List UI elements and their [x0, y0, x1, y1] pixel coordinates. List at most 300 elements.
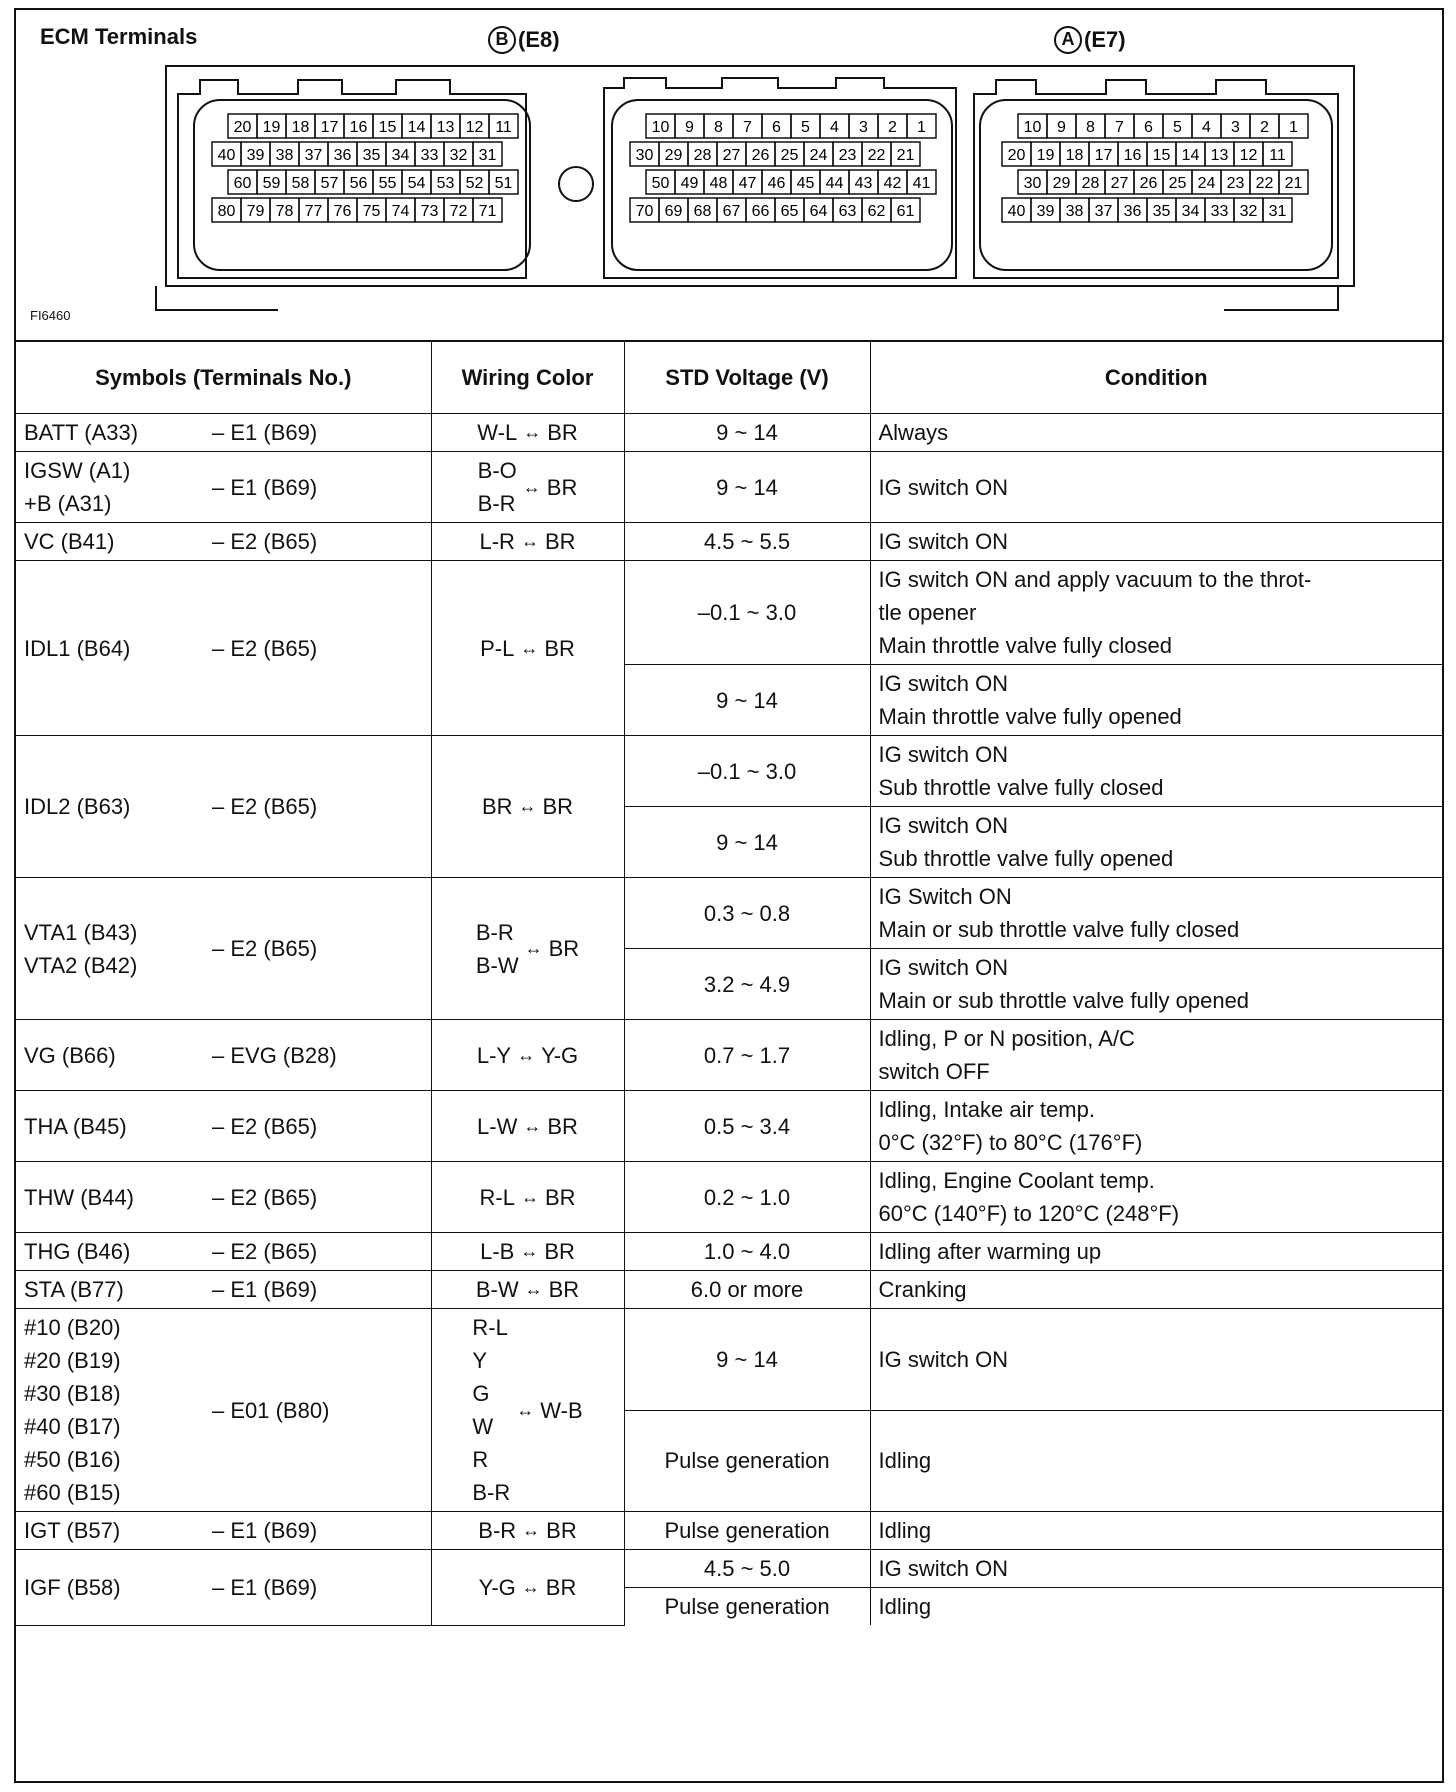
connector-drawing — [16, 10, 1442, 340]
connector-a-pin-number: 21 — [1284, 175, 1303, 192]
document-page — [14, 8, 1444, 1783]
condition-cell — [870, 736, 1442, 807]
terminal-symbol: VTA1 (B43) — [24, 919, 138, 945]
connector-b-right-pin-number: 47 — [738, 175, 757, 192]
condition-cell — [870, 414, 1442, 452]
condition-line: IG switch ON and apply vacuum to the throt- — [878, 567, 1312, 592]
connector-b-left-pin-number: 54 — [407, 175, 426, 192]
terminal-symbol: #10 (B20) — [24, 1315, 121, 1340]
connector-a-pin-number: 27 — [1110, 175, 1129, 192]
symbols-cell — [16, 878, 431, 1020]
wiring-color-cell — [431, 1309, 624, 1512]
std-voltage-cell: 9 ~ 14 — [624, 452, 870, 523]
table-row — [16, 1020, 1442, 1091]
wiring-color-cell — [431, 878, 624, 1020]
connector-b-left-pin-number: 71 — [478, 203, 497, 220]
condition-line: tle opener — [878, 600, 977, 625]
connector-b-right-pin-number: 26 — [751, 147, 770, 164]
condition-cell — [870, 1233, 1442, 1271]
connector-b-right-pin-number: 41 — [912, 175, 931, 192]
condition-cell — [870, 1162, 1442, 1233]
std-voltage-cell: Pulse generation — [624, 1410, 870, 1512]
table-row — [16, 1091, 1442, 1162]
symbols-cell — [16, 1309, 431, 1512]
std-voltage-cell: Pulse generation — [624, 1588, 870, 1626]
wire-color: G — [472, 1381, 490, 1406]
wire-color: B-W — [475, 1277, 519, 1302]
connector-a-pin-number: 14 — [1181, 147, 1200, 164]
connector-b-right-pin-number: 22 — [867, 147, 886, 164]
connector-b-left-pin-number: 13 — [436, 119, 455, 136]
std-voltage-cell: –0.1 ~ 3.0 — [624, 561, 870, 665]
figure-id: FI6460 — [30, 308, 71, 323]
wire-color: BR — [481, 794, 513, 819]
table-row — [16, 414, 1442, 452]
condition-line: Main or sub throttle valve fully closed — [878, 917, 1240, 942]
condition-line: IG Switch ON — [878, 884, 1012, 909]
terminal-symbol: #20 (B19) — [24, 1348, 121, 1373]
std-voltage-cell: 0.5 ~ 3.4 — [624, 1091, 870, 1162]
condition-line: Idling, Engine Coolant temp. — [878, 1168, 1155, 1193]
connector-a-pin-number: 25 — [1168, 175, 1187, 192]
connector-b-left-pin-number: 51 — [494, 175, 513, 192]
symbols-cell — [16, 1020, 431, 1091]
ecm-terminal-diagram — [16, 10, 1442, 342]
connector-a-pin-number: 37 — [1094, 203, 1113, 220]
connector-b-right-pin-number: 66 — [751, 203, 770, 220]
connector-a-pin-number: 12 — [1239, 147, 1258, 164]
connector-b-left-pin-number: 19 — [262, 119, 281, 136]
connector-b-left-pin-number: 76 — [333, 203, 352, 220]
table-row — [16, 736, 1442, 807]
wire-color: R — [472, 1447, 489, 1472]
wire-color-ground: BR — [548, 1277, 580, 1302]
condition-line: IG switch ON — [878, 813, 1009, 838]
std-voltage-cell: –0.1 ~ 3.0 — [624, 736, 870, 807]
condition-line: Idling — [878, 1594, 932, 1619]
connector-b-right-pin-number: 70 — [635, 203, 654, 220]
connector-a-pin-number: 9 — [1057, 119, 1066, 136]
connector-b-left-pin-number: 31 — [478, 147, 497, 164]
connector-a-pin-number: 23 — [1226, 175, 1245, 192]
connector-b-right-pin-number: 48 — [709, 175, 728, 192]
connector-b-right-pin-number: 42 — [883, 175, 902, 192]
connector-b-left-pin-number: 55 — [378, 175, 397, 192]
condition-line: Sub throttle valve fully closed — [878, 775, 1164, 800]
symbols-cell — [16, 523, 431, 561]
wire-color: B-R — [478, 1518, 517, 1543]
connector-a-pin-number: 8 — [1086, 119, 1095, 136]
connector-b-left-pin-number: 75 — [362, 203, 381, 220]
wire-color: L-B — [480, 1239, 515, 1264]
terminal-symbol: VG (B66) — [24, 1042, 116, 1068]
condition-cell — [870, 1309, 1442, 1411]
connector-a-pin-number: 29 — [1052, 175, 1071, 192]
symbols-cell — [16, 1162, 431, 1233]
connector-a-code: (E7) — [1084, 27, 1126, 52]
connector-a-pin-number: 31 — [1268, 203, 1287, 220]
condition-line: Always — [878, 420, 949, 445]
wire-color: L-R — [479, 529, 515, 554]
connector-b-right-pin-number: 24 — [809, 147, 828, 164]
symbols-cell — [16, 561, 431, 736]
wire-color-ground: BR — [544, 529, 576, 554]
condition-cell — [870, 1020, 1442, 1091]
symbols-cell — [16, 1091, 431, 1162]
wiring-color-cell — [431, 1020, 624, 1091]
connector-a-pin-number: 39 — [1036, 203, 1055, 220]
condition-line: Main throttle valve fully closed — [878, 633, 1172, 658]
double-arrow-icon: ↔ — [523, 1115, 542, 1136]
wiring-color-cell — [431, 1512, 624, 1550]
terminal-symbol: IGSW (A1) — [24, 458, 131, 483]
std-voltage-cell: 0.7 ~ 1.7 — [624, 1020, 870, 1091]
connector-b-right-pin-number: 43 — [854, 175, 873, 192]
connector-b-right-pin-number: 46 — [767, 175, 786, 192]
table-row — [16, 1271, 1442, 1309]
ground-terminal: – EVG (B28) — [212, 1042, 337, 1068]
connector-b-left-pin-number: 73 — [420, 203, 439, 220]
wiring-color-cell — [431, 523, 624, 561]
connector-b-right-pin-number: 61 — [896, 203, 915, 220]
connector-a-pin-number: 19 — [1036, 147, 1055, 164]
condition-cell — [870, 1271, 1442, 1309]
condition-line: Cranking — [878, 1277, 967, 1302]
terminal-symbol: THW (B44) — [24, 1184, 134, 1210]
wire-color: L-W — [477, 1113, 518, 1139]
terminal-symbol: STA (B77) — [24, 1277, 124, 1302]
double-arrow-icon: ↔ — [522, 1520, 541, 1540]
table-row — [16, 1512, 1442, 1550]
connector-b-left-pin-number: 37 — [304, 147, 323, 164]
wire-color-ground: BR — [544, 1239, 575, 1264]
connector-b-left-pin-number: 34 — [391, 147, 410, 164]
connector-b-left-pin-number: 58 — [291, 175, 310, 192]
std-voltage-cell: 0.2 ~ 1.0 — [624, 1162, 870, 1233]
table-row — [16, 1550, 1442, 1588]
double-arrow-icon: ↔ — [523, 422, 542, 442]
connector-a-pin-number: 15 — [1152, 147, 1171, 164]
ground-terminal: – E2 (B65) — [212, 794, 318, 819]
connector-b-right-pin-number: 50 — [651, 175, 670, 192]
condition-cell — [870, 523, 1442, 561]
condition-cell — [870, 878, 1442, 949]
connector-b-right-pin-number: 29 — [664, 147, 683, 164]
connector-b-left-pin-number: 11 — [495, 119, 512, 136]
terminal-symbol: IGT (B57) — [24, 1518, 121, 1543]
connector-b-right-pin-number: 4 — [830, 119, 839, 136]
connector-b-left-pin-number: 35 — [362, 147, 381, 164]
wire-color: Y — [472, 1348, 488, 1373]
condition-cell — [870, 1512, 1442, 1550]
symbols-cell — [16, 1512, 431, 1550]
connector-b-left-pin-number: 53 — [436, 175, 455, 192]
connector-a-pin-number: 13 — [1210, 147, 1229, 164]
terminal-symbol: #50 (B16) — [24, 1447, 121, 1472]
connector-a-pin-number: 6 — [1144, 119, 1153, 136]
table-row — [16, 523, 1442, 561]
condition-line: Main or sub throttle valve fully opened — [878, 988, 1250, 1013]
connector-b-left-pin-number: 38 — [275, 147, 294, 164]
condition-line: Idling — [878, 1448, 932, 1474]
connector-a-pin-number: 4 — [1202, 119, 1211, 136]
connector-b-right-pin-number: 44 — [825, 175, 844, 192]
connector-b-left-pin-number: 60 — [233, 175, 252, 192]
double-arrow-icon: ↔ — [518, 796, 537, 816]
connector-b-right-pin-number: 8 — [714, 119, 723, 136]
condition-line: IG switch ON — [878, 1346, 1009, 1372]
wire-color: L-Y — [476, 1042, 512, 1068]
ground-terminal: – E2 (B65) — [212, 1113, 318, 1139]
wire-color-ground: BR — [547, 1113, 578, 1139]
condition-line: Idling, P or N position, A/C — [878, 1026, 1135, 1051]
connector-a-pin-number: 5 — [1173, 119, 1182, 136]
table-row — [16, 452, 1442, 523]
connector-a-letter: A — [1054, 26, 1082, 54]
condition-line: Main throttle valve fully opened — [878, 704, 1182, 729]
connector-b-right-pin-number: 3 — [859, 119, 868, 136]
condition-line: IG switch ON — [878, 1556, 1009, 1581]
wire-color: W — [472, 1414, 494, 1439]
condition-cell — [870, 561, 1442, 665]
connector-a-pin-number: 36 — [1123, 203, 1142, 220]
header-std-voltage: STD Voltage (V) — [624, 341, 870, 414]
double-arrow-icon: ↔ — [522, 476, 541, 497]
table-body — [16, 414, 1442, 1626]
wire-color-ground: BR — [546, 474, 578, 500]
condition-line: IG switch ON — [878, 474, 1009, 500]
wire-color-ground: W-B — [540, 1397, 583, 1423]
double-arrow-icon: ↔ — [520, 531, 539, 551]
connector-b-right-pin-number: 5 — [801, 119, 810, 136]
connector-b-right-pin-number: 65 — [780, 203, 799, 220]
connector-a-pin-number: 35 — [1152, 203, 1171, 220]
wiring-color-cell — [431, 736, 624, 878]
wire-color-ground: BR — [544, 635, 575, 661]
connector-b-left-pin-number: 74 — [391, 203, 410, 220]
connector-a-pin-number: 34 — [1181, 203, 1200, 220]
connector-b-code: (E8) — [518, 27, 560, 52]
connector-b-left-pin-number: 79 — [246, 203, 265, 220]
wire-color: R-L — [479, 1184, 515, 1210]
connector-b-right-pin-number: 23 — [838, 147, 857, 164]
condition-cell — [870, 1410, 1442, 1512]
condition-line: Idling, Intake air temp. — [878, 1097, 1095, 1122]
std-voltage-cell: 9 ~ 14 — [624, 665, 870, 736]
wiring-color-cell — [431, 1233, 624, 1271]
std-voltage-cell: 9 ~ 14 — [624, 414, 870, 452]
terminal-symbol: THG (B46) — [24, 1239, 131, 1264]
header-symbols: Symbols (Terminals No.) — [16, 341, 431, 414]
connector-b-left-pin-number: 33 — [420, 147, 439, 164]
connector-a-pin-number: 18 — [1065, 147, 1084, 164]
connector-b-left-pin-number: 18 — [291, 119, 310, 136]
ground-terminal: – E1 (B69) — [212, 420, 318, 445]
wire-color: B-R — [475, 919, 514, 945]
wire-color: B-W — [475, 952, 519, 978]
connector-b-left-pin-number: 40 — [217, 147, 236, 164]
terminal-symbol: THA (B45) — [24, 1113, 127, 1139]
wiring-color-cell — [431, 1162, 624, 1233]
wiring-color-cell — [431, 561, 624, 736]
wire-color-ground: Y-G — [541, 1042, 579, 1068]
condition-cell — [870, 807, 1442, 878]
connector-a-pin-number: 33 — [1210, 203, 1229, 220]
connector-a-pin-number: 11 — [1269, 147, 1286, 164]
condition-line: IG switch ON — [878, 955, 1009, 980]
connector-a-pin-number: 22 — [1255, 175, 1274, 192]
connector-a-pin-number: 17 — [1094, 147, 1113, 164]
condition-cell — [870, 665, 1442, 736]
double-arrow-icon: ↔ — [524, 938, 543, 958]
condition-line: IG switch ON — [878, 671, 1009, 696]
connector-a-pin-number: 16 — [1123, 147, 1142, 164]
connector-a-pin-number: 26 — [1139, 175, 1158, 192]
diagram-title: ECM Terminals — [40, 24, 198, 49]
connector-b-right-pin-number: 2 — [888, 119, 897, 136]
std-voltage-cell: 3.2 ~ 4.9 — [624, 949, 870, 1020]
ground-terminal: – E1 (B69) — [212, 1574, 318, 1600]
terminal-symbol: VC (B41) — [24, 529, 115, 554]
wiring-color-cell — [431, 1550, 624, 1626]
connector-a-pin-number: 7 — [1115, 119, 1124, 136]
connector-a-pin-number: 3 — [1231, 119, 1240, 136]
wiring-color-cell — [431, 1091, 624, 1162]
table-row — [16, 1309, 1442, 1411]
std-voltage-cell: 1.0 ~ 4.0 — [624, 1233, 870, 1271]
connector-a-pin-number: 30 — [1023, 175, 1042, 192]
connector-a-pin-number: 24 — [1197, 175, 1216, 192]
wire-color-ground: BR — [547, 420, 578, 445]
connector-b-right-pin-number: 10 — [651, 119, 670, 136]
std-voltage-cell: 0.3 ~ 0.8 — [624, 878, 870, 949]
ground-terminal: – E1 (B69) — [212, 1518, 318, 1543]
connector-a-pin-number: 2 — [1260, 119, 1269, 136]
connector-b-left-pin-number: 32 — [449, 147, 468, 164]
connector-b-right-pin-number: 28 — [693, 147, 712, 164]
wire-color-ground: BR — [544, 1184, 576, 1210]
connector-b-left-pin-number: 36 — [333, 147, 352, 164]
connector-a-pin-number: 32 — [1239, 203, 1258, 220]
condition-line: IG switch ON — [878, 529, 1009, 554]
connector-b-left-pin-number: 78 — [275, 203, 294, 220]
std-voltage-cell: 9 ~ 14 — [624, 807, 870, 878]
ground-terminal: – E1 (B69) — [212, 474, 318, 500]
std-voltage-cell: 4.5 ~ 5.5 — [624, 523, 870, 561]
connector-b-right-pin-number: 49 — [680, 175, 699, 192]
connector-b-left-pin-number: 12 — [465, 119, 484, 136]
std-voltage-cell: 9 ~ 14 — [624, 1309, 870, 1411]
connector-b-left-pin-number: 77 — [304, 203, 323, 220]
terminal-table — [16, 340, 1442, 1626]
symbols-cell — [16, 1550, 431, 1626]
connector-b-right-pin-number: 21 — [896, 147, 915, 164]
condition-cell — [870, 1091, 1442, 1162]
double-arrow-icon: ↔ — [521, 1576, 540, 1597]
connector-b-left-pin-number: 57 — [320, 175, 339, 192]
wire-color: Y-G — [478, 1574, 516, 1600]
condition-cell — [870, 949, 1442, 1020]
double-arrow-icon: ↔ — [520, 1186, 539, 1207]
wire-color: W-L — [477, 420, 518, 445]
connector-b-letter: B — [488, 26, 516, 54]
std-voltage-cell: Pulse generation — [624, 1512, 870, 1550]
symbols-cell — [16, 736, 431, 878]
condition-cell — [870, 1550, 1442, 1588]
connector-a-pin-number: 38 — [1065, 203, 1084, 220]
wire-color-ground: BR — [545, 1574, 577, 1600]
connector-a-pin-number: 28 — [1081, 175, 1100, 192]
ground-terminal: – E2 (B65) — [212, 936, 318, 961]
table-row — [16, 878, 1442, 949]
table-row — [16, 561, 1442, 665]
ground-terminal: – E2 (B65) — [212, 1184, 318, 1210]
connector-b-left-pin-number: 39 — [246, 147, 265, 164]
condition-line: switch OFF — [878, 1059, 990, 1084]
terminal-symbol: #40 (B17) — [24, 1414, 121, 1439]
connector-b-right-pin-number: 63 — [838, 203, 857, 220]
std-voltage-cell: 4.5 ~ 5.0 — [624, 1550, 870, 1588]
terminal-symbol: IGF (B58) — [24, 1574, 121, 1600]
condition-line: Idling after warming up — [878, 1239, 1102, 1264]
wire-color: B-R — [477, 491, 516, 516]
ground-terminal: – E2 (B65) — [212, 529, 318, 554]
wire-color: P-L — [480, 635, 515, 661]
connector-b-right-pin-number: 27 — [722, 147, 741, 164]
wiring-color-cell — [431, 414, 624, 452]
header-wiring-color: Wiring Color — [431, 341, 624, 414]
connector-b-left-pin-number: 56 — [349, 175, 368, 192]
connector-b-left-pin-number: 17 — [320, 119, 339, 136]
connector-b-right-pin-number: 67 — [722, 203, 741, 220]
symbols-cell — [16, 1271, 431, 1309]
connector-a-pin-number: 10 — [1023, 119, 1042, 136]
double-arrow-icon: ↔ — [524, 1279, 543, 1299]
connector-a-pin-number: 40 — [1007, 203, 1026, 220]
wiring-color-cell — [431, 1271, 624, 1309]
connector-b-right-pin-number: 45 — [796, 175, 815, 192]
symbols-cell — [16, 414, 431, 452]
wire-color: B-R — [472, 1480, 511, 1505]
double-arrow-icon: ↔ — [517, 1044, 536, 1065]
connector-b-right-pin-number: 30 — [635, 147, 654, 164]
connector-b-left-pin-number: 15 — [378, 119, 397, 136]
condition-line: IG switch ON — [878, 742, 1009, 767]
connector-b-right-pin-number: 68 — [693, 203, 712, 220]
terminal-symbol: #60 (B15) — [24, 1480, 121, 1505]
double-arrow-icon: ↔ — [516, 1399, 535, 1420]
wire-color-ground: BR — [546, 1518, 577, 1543]
terminal-symbol: BATT (A33) — [24, 420, 139, 445]
connector-b-left-pin-number: 80 — [217, 203, 236, 220]
connector-b-right-pin-number: 69 — [664, 203, 683, 220]
ground-terminal: – E2 (B65) — [212, 635, 318, 661]
connector-b-left-pin-number: 16 — [349, 119, 368, 136]
wire-color-ground: BR — [542, 794, 574, 819]
connector-b-left-pin-number: 14 — [407, 119, 426, 136]
symbols-cell — [16, 452, 431, 523]
terminal-symbol: #30 (B18) — [24, 1381, 121, 1406]
table-row — [16, 1233, 1442, 1271]
connector-b-right-pin-number: 9 — [685, 119, 694, 136]
terminal-symbol: IDL1 (B64) — [24, 635, 131, 661]
wire-color: B-O — [477, 458, 517, 483]
wiring-color-cell — [431, 452, 624, 523]
connector-b-right-pin-number: 6 — [772, 119, 781, 136]
wire-color: R-L — [472, 1315, 508, 1340]
std-voltage-cell: 6.0 or more — [624, 1271, 870, 1309]
condition-line: 0°C (32°F) to 80°C (176°F) — [878, 1130, 1143, 1155]
